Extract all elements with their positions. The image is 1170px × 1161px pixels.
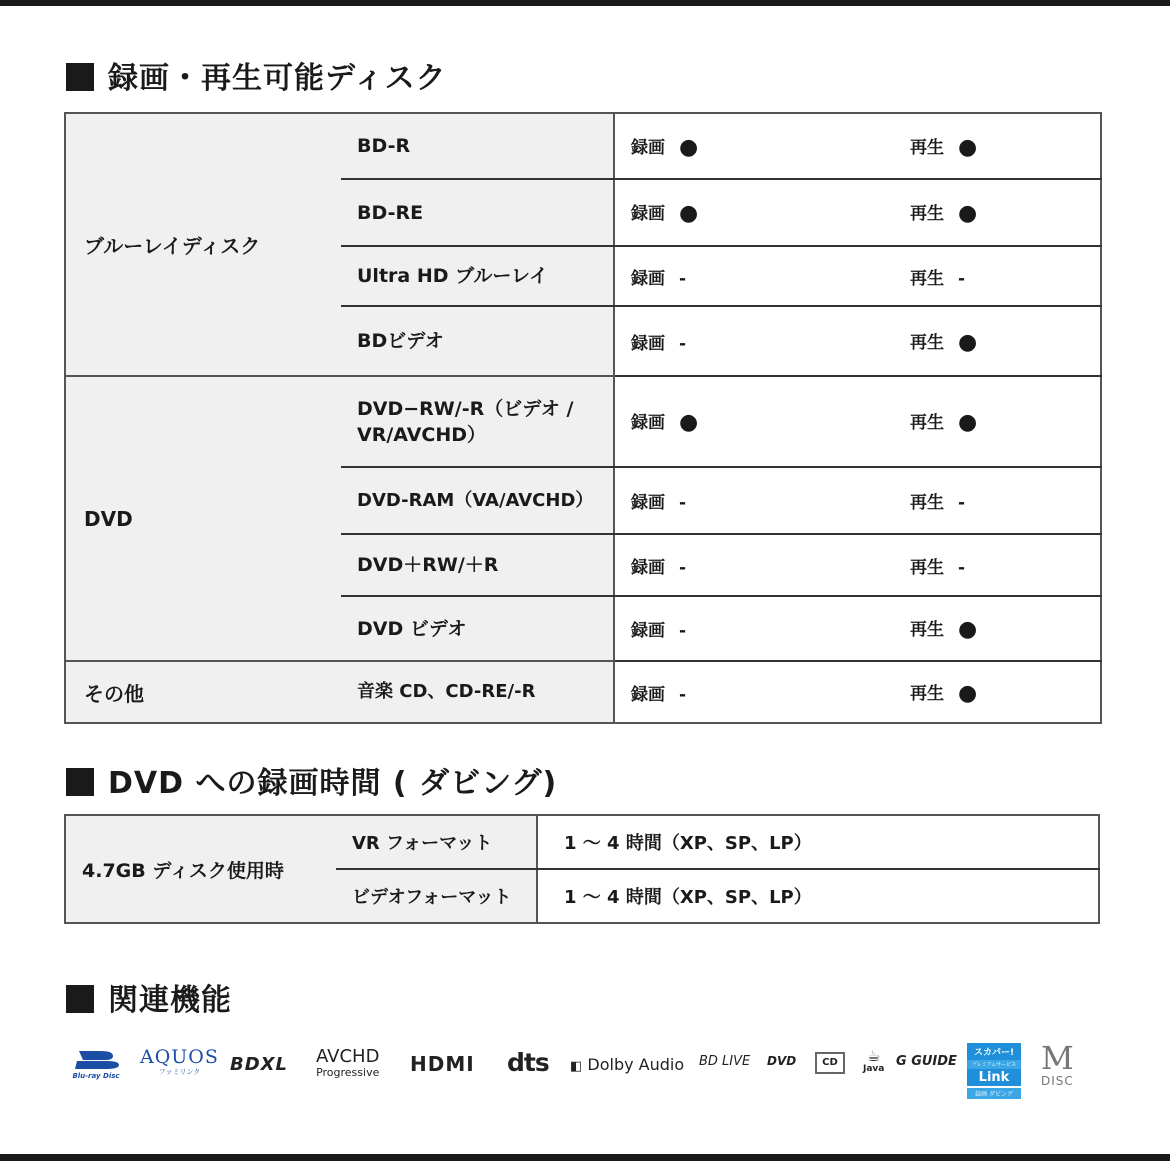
- bluray-disc-icon: [69, 1048, 123, 1070]
- avchd-logo: AVCHD Progressive: [316, 1046, 380, 1079]
- disc-compatibility-table: [64, 112, 1102, 724]
- play-mark: ●: [958, 134, 978, 160]
- record-mark: -: [679, 493, 687, 513]
- record-mark: ●: [679, 134, 699, 160]
- compact-disc-logo: CD: [815, 1052, 845, 1074]
- skyperfect-link-logo: スカパー! プレミアムサービス Link 録画 ダビング: [967, 1043, 1021, 1099]
- play-cell: 再生 -: [896, 534, 1101, 596]
- bd-live-logo: BD LIVE: [699, 1054, 751, 1069]
- recording-time: 1 ～ 4 時間（XP、SP、LP）: [537, 815, 1099, 869]
- section-title-dvd-time: DVD への録画時間 ( ダビング): [66, 758, 557, 802]
- record-cell: 録画 ●: [614, 113, 896, 179]
- play-cell: 再生 -: [896, 246, 1101, 306]
- feature-logo-strip: [66, 1040, 1096, 1110]
- play-cell: 再生 ●: [896, 179, 1101, 246]
- section-title-features: 関連機能: [66, 975, 232, 1019]
- category-bluray: ブルーレイディスク: [65, 113, 341, 376]
- square-bullet-icon: [66, 985, 94, 1013]
- record-cell: 録画 -: [614, 534, 896, 596]
- coffee-cup-icon: ☕: [866, 1047, 881, 1065]
- play-mark: ●: [958, 410, 978, 435]
- m-disc-logo: M DISC: [1041, 1039, 1074, 1088]
- record-cell: 録画 -: [614, 596, 896, 661]
- record-mark: -: [679, 621, 687, 641]
- disc-name: DVD＋RW/＋R: [341, 534, 614, 596]
- record-mark: -: [679, 684, 687, 705]
- disc-name: DVD−RW/-R（ビデオ / VR/AVCHD）: [341, 376, 614, 467]
- play-cell: 再生 ●: [910, 680, 978, 706]
- g-guide-logo: G GUIDE: [896, 1054, 957, 1069]
- record-mark: -: [679, 268, 687, 289]
- aquos-logo: AQUOS ファミリンク: [140, 1046, 219, 1076]
- record-cell: 録画 -: [614, 467, 896, 534]
- bluray-logo: Blu-ray Disc: [66, 1048, 126, 1080]
- record-cell: 録画 -: [614, 246, 896, 306]
- disc-name: DVD ビデオ: [341, 596, 614, 661]
- disc-size-category: 4.7GB ディスク使用時: [65, 815, 336, 923]
- record-mark: ●: [679, 410, 699, 435]
- dolby-double-d-icon: ◧: [570, 1059, 583, 1074]
- top-border: [0, 0, 1170, 6]
- dvd-recording-time-table: [64, 814, 1100, 924]
- play-mark: ●: [958, 680, 978, 706]
- format-name: ビデオフォーマット: [336, 869, 537, 923]
- section-title-discs: 録画・再生可能ディスク: [66, 53, 447, 97]
- play-mark: -: [958, 268, 966, 289]
- play-cell: 再生 ●: [896, 596, 1101, 661]
- square-bullet-icon: [66, 768, 94, 796]
- dolby-audio-logo: ◧ Dolby Audio: [570, 1055, 685, 1074]
- square-bullet-icon: [66, 63, 94, 91]
- play-mark: ●: [958, 617, 978, 642]
- record-cell: 録画 ●: [614, 179, 896, 246]
- category-other: その他: [65, 661, 341, 723]
- play-cell: 再生 -: [896, 467, 1101, 534]
- table-row: [65, 376, 1101, 467]
- category-dvd: DVD: [65, 376, 341, 661]
- play-cell: 再生 ●: [896, 113, 1101, 179]
- disc-name: Ultra HD ブルーレイ: [341, 246, 614, 306]
- dts-logo: dts: [507, 1048, 549, 1077]
- disc-name: BDビデオ: [341, 306, 614, 376]
- table-row: [65, 661, 1101, 723]
- record-mark: -: [679, 333, 687, 354]
- play-mark: -: [958, 493, 966, 513]
- disc-name: BD-R: [341, 113, 614, 179]
- disc-name: DVD-RAM（VA/AVCHD）: [341, 467, 614, 534]
- record-cell: 録画 -: [614, 306, 896, 376]
- record-cell: 録画 -: [631, 684, 687, 705]
- recording-time: 1 ～ 4 時間（XP、SP、LP）: [564, 887, 812, 908]
- disc-name: BD-RE: [341, 179, 614, 246]
- bottom-border: [0, 1154, 1170, 1161]
- play-cell: 再生 ●: [896, 306, 1101, 376]
- record-mark: -: [679, 557, 687, 578]
- disc-name: 音楽 CD、CD-RE/-R: [341, 661, 614, 723]
- record-cell: 録画 ●: [614, 376, 896, 467]
- play-mark: -: [958, 557, 966, 578]
- table-row: [65, 113, 1101, 179]
- play-mark: ●: [958, 201, 978, 226]
- play-cell: 再生 ●: [896, 376, 1101, 467]
- bdxl-logo: BDXL: [230, 1054, 289, 1075]
- table-row: [65, 815, 1099, 869]
- hdmi-logo: HDMI: [410, 1052, 475, 1076]
- dvd-logo: DVD: [767, 1054, 797, 1068]
- format-name: VR フォーマット: [336, 815, 537, 869]
- record-mark: ●: [679, 201, 699, 226]
- play-mark: ●: [958, 329, 978, 355]
- java-logo: ☕ Java: [863, 1047, 885, 1074]
